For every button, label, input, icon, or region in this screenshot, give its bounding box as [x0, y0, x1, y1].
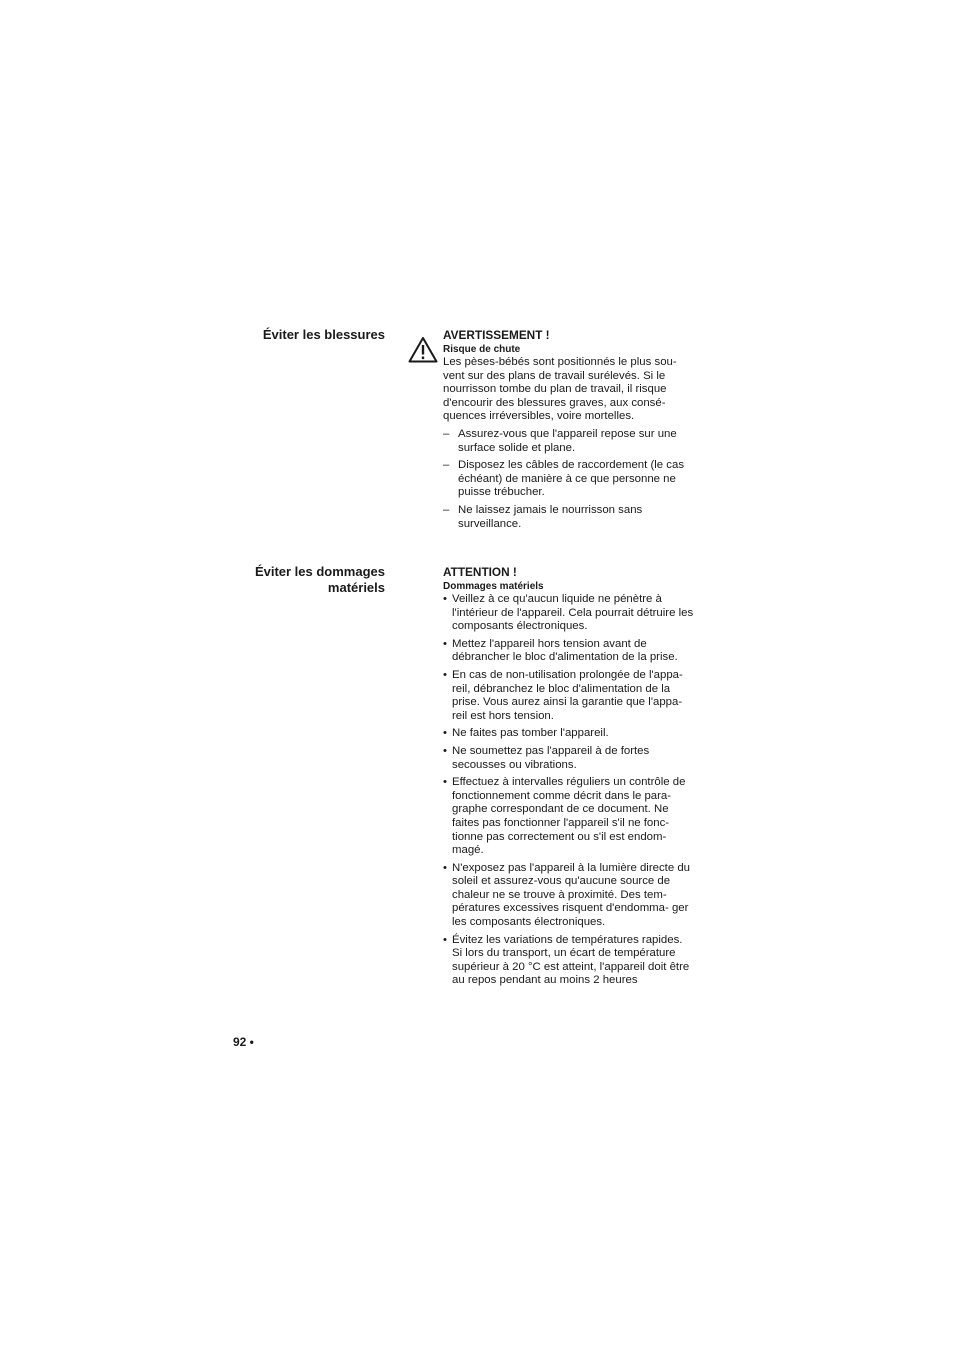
section-title-line: Éviter les dommages	[254, 564, 385, 579]
list-item: • Évitez les variations de températures rapides. Si lors du transport, un écart de température supérieur à 20 °C est atteint, l'appareil doit être au repos pendant au moins 2 heures	[443, 934, 695, 988]
caution-subtitle: Dommages matériels	[443, 581, 544, 592]
list-item: – Assurez-vous que l'appareil repose sur une surface solide et plane.	[443, 428, 695, 455]
list-item: • Effectuez à intervalles réguliers un contrôle de fonctionnement comme décrit dans le para- graphe correspondant de ce document. Ne faites pas fonctionner l'appareil s'il ne fonc- tionne pas correctement ou s'il est endom- magé.	[443, 776, 695, 858]
page-number: 92 •	[233, 1035, 254, 1049]
list-item: • Veillez à ce qu'aucun liquide ne pénètre à l'intérieur de l'appareil. Cela pourrait détruire les composants électroniques.	[443, 593, 695, 634]
warning-list	[443, 428, 695, 531]
caution-label: ATTENTION !	[443, 565, 517, 579]
caution-block	[443, 565, 695, 988]
warning-subtitle: Risque de chute	[443, 344, 521, 355]
list-item: • N'exposez pas l'appareil à la lumière directe du soleil et assurez-vous qu'aucune source de chaleur ne se trouve à proximité. Des tem- pératures excessives risquent d'endomma- ger les composants électroniques.	[443, 862, 695, 930]
list-item: • En cas de non-utilisation prolongée de l'appa- reil, débranchez le bloc d'alimentation de la prise. Vous aurez ainsi la garantie que l'appa- reil est hors tension.	[443, 669, 695, 723]
warning-label: AVERTISSEMENT !	[443, 328, 550, 342]
caution-list	[443, 593, 695, 988]
section-title-line: matériels	[327, 580, 385, 595]
list-item: – Disposez les câbles de raccordement (le cas échéant) de manière à ce que personne ne puisse trébucher.	[443, 459, 695, 500]
warning-block	[443, 328, 695, 531]
warning-triangle-icon	[408, 336, 438, 363]
list-item: • Mettez l'appareil hors tension avant de débrancher le bloc d'alimentation de la prise.	[443, 638, 695, 665]
section-title-injuries: Éviter les blessures	[262, 327, 385, 342]
list-item: – Ne laissez jamais le nourrisson sans surveillance.	[443, 504, 695, 531]
list-item: • Ne soumettez pas l'appareil à de fortes secousses ou vibrations.	[443, 745, 695, 772]
list-item: • Ne faites pas tomber l'appareil.	[443, 727, 695, 741]
section-title-damage	[185, 564, 385, 596]
warning-paragraph: Les pèses-bébés sont positionnés le plus sou- vent sur des plans de travail surélevés. Si le nourrisson tombe du plan de travail, il risque d'encourir des blessures graves, aux consé- quences irréversibles, voire mortelles.	[443, 356, 677, 423]
